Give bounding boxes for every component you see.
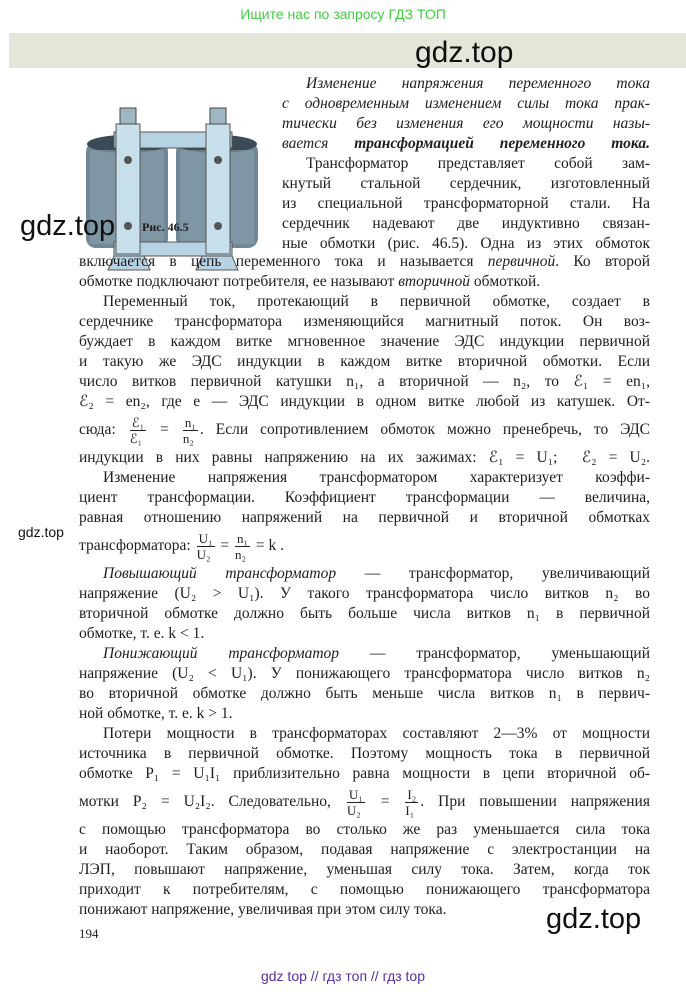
italic-term: вается bbox=[282, 135, 355, 152]
text-run: — трансформатор, уменьшающий bbox=[339, 645, 650, 662]
fraction-denominator: n₂ bbox=[235, 546, 247, 562]
text-line bbox=[79, 704, 650, 724]
text-run: обмотке подключают потребителя, ее называют bbox=[79, 273, 399, 290]
text-run: ной обмотке, т. е. k > 1. bbox=[79, 705, 233, 722]
text-run: сердечнике трансформатора изменяющийся магнитный поток. Он воз- bbox=[79, 313, 650, 330]
text-line bbox=[79, 448, 650, 468]
text-run: равная отношению напряжений на первичной и вторичной обмотках bbox=[79, 509, 650, 526]
header-band bbox=[9, 33, 686, 68]
main-text bbox=[79, 252, 650, 920]
text-line bbox=[79, 292, 650, 312]
text-run: ЛЭП, повышают напряжение, уменьшая силу тока. Затем, когда ток bbox=[79, 861, 650, 878]
fraction bbox=[405, 787, 418, 818]
text-run: во вторичной обмотке должно быть меньше числа витков n₁ в первич- bbox=[79, 685, 650, 702]
text-run: число витков первичной катушки n₁, а вторичной — n₂, то ℰ₁ = en₁, bbox=[79, 373, 650, 390]
text-run: сердечник надевают две индуктивно связан- bbox=[282, 215, 650, 232]
text-line bbox=[79, 252, 650, 272]
watermark-header: gdz.top bbox=[415, 36, 514, 69]
italic-term: первичной bbox=[487, 253, 556, 270]
text-line bbox=[282, 214, 650, 234]
text-line bbox=[79, 880, 650, 900]
text-run: мотки P₂ = U₂I₂. Следовательно, bbox=[79, 793, 345, 810]
text-run: Потери мощности в трансформаторах составляют 2—3% от мощности bbox=[103, 725, 650, 742]
fraction bbox=[197, 531, 215, 562]
text-run: . При повышении напряжения bbox=[420, 793, 650, 810]
text-line bbox=[79, 564, 650, 584]
italic-term: Повышающий трансформатор bbox=[103, 565, 337, 582]
fraction bbox=[347, 787, 365, 818]
text-column-right-of-figure bbox=[282, 74, 650, 254]
text-line bbox=[79, 664, 650, 684]
text-run: приходит к потребителям, с помощью понижающего трансформатора bbox=[79, 881, 650, 898]
text-line bbox=[79, 644, 650, 664]
text-run: напряжение (U₂ < U₁). У понижающего трансформатора число витков n₂ bbox=[79, 665, 650, 682]
text-line bbox=[79, 412, 650, 448]
text-line bbox=[79, 468, 650, 488]
fraction-denominator: U₂ bbox=[196, 546, 211, 562]
fraction-denominator: U₂ bbox=[346, 802, 361, 818]
text-line bbox=[79, 860, 650, 880]
text-run: индукции в них равны напряжению на их зажимах: ℰ₁ = U₁; ℰ₂ = U₂. bbox=[79, 449, 650, 466]
text-line bbox=[79, 784, 650, 820]
transformer-illustration bbox=[80, 100, 266, 276]
text-run: обмоткой. bbox=[469, 273, 541, 290]
text-line bbox=[79, 528, 650, 564]
text-line bbox=[79, 624, 650, 644]
fraction-denominator: n₂ bbox=[182, 430, 194, 446]
text-run: и наоборот. Таким образом, подавая напряжение с электростанции на bbox=[79, 841, 650, 858]
fraction bbox=[183, 415, 198, 446]
fraction-numerator: I₂ bbox=[407, 786, 417, 802]
text-run: = k . bbox=[252, 537, 285, 554]
figure-caption: Рис. 46.5 bbox=[142, 220, 189, 234]
text-line bbox=[282, 194, 650, 214]
text-line bbox=[79, 488, 650, 508]
text-line bbox=[79, 352, 650, 372]
text-run: циент трансформации. Коэффициент трансформации — величина, bbox=[79, 489, 650, 506]
text-line bbox=[79, 604, 650, 624]
text-run: — трансформатор, увеличивающий bbox=[336, 565, 650, 582]
watermark-small: gdz.top bbox=[18, 524, 64, 540]
text-line bbox=[79, 332, 650, 352]
top-search-note: Ищите нас по запросу ГДЗ ТОП bbox=[240, 6, 446, 22]
watermark-left: gdz.top bbox=[20, 210, 116, 242]
text-line bbox=[79, 508, 650, 528]
text-run: сюда: bbox=[79, 421, 128, 438]
text-line bbox=[79, 584, 650, 604]
italic-term: с одновременным изменением силы тока прак- bbox=[282, 95, 650, 112]
text-run: = bbox=[216, 537, 233, 554]
fraction-numerator: ℰ₁ bbox=[131, 414, 145, 430]
italic-term: Понижающий трансформатор bbox=[103, 645, 340, 662]
text-run: буждает в каждом витке мгновенное значение ЭДС индукции первичной bbox=[79, 333, 650, 350]
text-run: ℰ₂ = en₂, где e — ЭДС индукции в одном витке любой из катушек. От- bbox=[79, 393, 650, 410]
fraction-numerator: n₁ bbox=[237, 530, 249, 546]
text-line bbox=[282, 134, 650, 154]
text-line bbox=[79, 764, 650, 784]
text-run: трансформатора: bbox=[79, 537, 195, 554]
text-line bbox=[79, 272, 650, 292]
fraction-numerator: U₁ bbox=[348, 786, 363, 802]
fraction-numerator: U₁ bbox=[198, 530, 213, 546]
text-line bbox=[79, 820, 650, 840]
italic-term: тически без изменения его мощности назы- bbox=[282, 115, 650, 132]
fraction-denominator: I₁ bbox=[405, 802, 415, 818]
text-line bbox=[282, 74, 650, 94]
italic-term: вторичной bbox=[398, 273, 470, 290]
text-line bbox=[282, 94, 650, 114]
text-run: обмотке, т. е. k < 1. bbox=[79, 625, 205, 642]
text-run: = bbox=[366, 793, 404, 810]
text-run: Переменный ток, протекающий в первичной обмотке, создает в bbox=[103, 293, 650, 310]
text-run: . Ко второй bbox=[555, 253, 650, 270]
italic-term: Изменение напряжения переменного тока bbox=[306, 75, 650, 92]
text-run: напряжение (U₂ > U₁). У такого трансформатора число витков n₂ во bbox=[79, 585, 650, 602]
text-run: источника в первичной обмотке. Поэтому мощность тока в первичной bbox=[79, 745, 650, 762]
fraction-numerator: n₁ bbox=[184, 414, 196, 430]
text-run: = bbox=[148, 421, 181, 438]
text-run: обмотке P₁ = U₁I₁ приблизительно равна мощности в цепи вторичной об- bbox=[79, 765, 650, 782]
footer-links: gdz top // гдз топ // гдз top bbox=[260, 968, 426, 984]
bold-term: трансформацией переменного тока. bbox=[354, 135, 650, 152]
text-line bbox=[79, 840, 650, 860]
text-line bbox=[282, 234, 650, 254]
text-run: и такую же ЭДС индукции в каждом витке вторичной обмотки. Если bbox=[79, 353, 650, 370]
text-line bbox=[79, 372, 650, 392]
watermark-bottom-right: gdz.top bbox=[546, 903, 642, 935]
text-run: с помощью трансформатора во столько же раз уменьшается сила тока bbox=[79, 821, 650, 838]
text-line bbox=[282, 114, 650, 134]
text-run: Трансформатор представляет собой зам- bbox=[306, 155, 650, 172]
text-line bbox=[79, 392, 650, 412]
text-run: ные обмотки (рис. 46.5). Одна из этих обмоток bbox=[282, 235, 650, 252]
fraction bbox=[235, 531, 250, 562]
fraction bbox=[130, 415, 146, 446]
text-line bbox=[79, 684, 650, 704]
text-line bbox=[282, 154, 650, 174]
text-run: понижают напряжение, увеличивая при этом силу тока. bbox=[79, 901, 447, 918]
text-run: из специальной трансформаторной стали. На bbox=[282, 195, 650, 212]
text-line bbox=[79, 312, 650, 332]
text-line bbox=[282, 174, 650, 194]
text-run: . Если сопротивлением обмоток можно пренебречь, то ЭДС bbox=[199, 421, 651, 438]
page-number: 194 bbox=[79, 926, 99, 941]
text-run: Изменение напряжения трансформатором характеризует коэффи- bbox=[103, 469, 650, 486]
text-run: вторичной обмотке должно быть больше числа витков n₁ в первичной bbox=[79, 605, 650, 622]
text-run: включается в цепь переменного тока и называется bbox=[79, 253, 488, 270]
text-run: кнутый стальной сердечник, изготовленный bbox=[282, 175, 650, 192]
text-line bbox=[79, 724, 650, 744]
text-line bbox=[79, 744, 650, 764]
fraction-denominator: ℰ₁ bbox=[129, 430, 143, 446]
